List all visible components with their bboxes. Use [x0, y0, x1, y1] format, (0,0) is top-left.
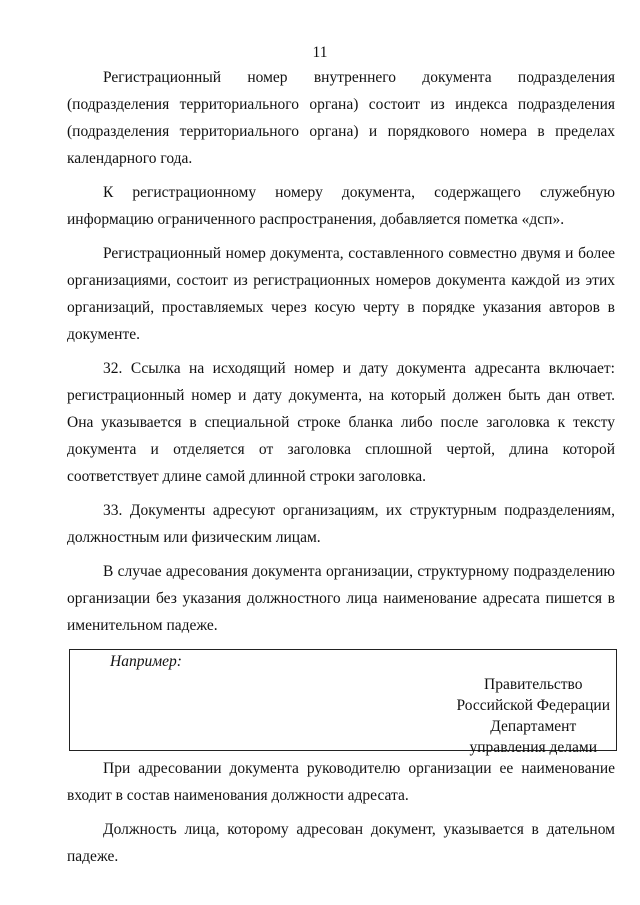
paragraph-dsp-mark: К регистрационному номеру документа, содержащего служебную информацию ограниченного распространения, добавляется пометка «дсп».: [67, 184, 615, 228]
addressee-line: управления делами: [469, 739, 597, 756]
paragraph-addressing-head: При адресовании документа руководителю организации ее наименование входит в состав наименования должности адресата.: [67, 760, 615, 804]
page-number: 11: [312, 44, 328, 61]
document-body: [67, 64, 615, 870]
paragraph-addressing-organization: В случае адресования документа организации, структурному подразделению организации без указания должностного лица наименование адресата пишется в именительном падеже.: [67, 563, 615, 634]
paragraph-dative-case: Должность лица, которому адресован документ, указывается в дательном падеже.: [67, 821, 615, 865]
addressee-line: Российской Федерации: [456, 697, 610, 714]
addressee-line: Департамент: [490, 718, 577, 735]
example-label: Например:: [110, 653, 182, 670]
example-box: [69, 649, 617, 756]
paragraph-32: 32. Ссылка на исходящий номер и дату документа адресанта включает: регистрационный номер и дату документа, на который должен быть дан ответ. Она указывается в специальной строке бланка либо после заголовка к тексту документа и отделяется от заголовка сплошной чертой, длина которой соответствует длине самой длинной строки заголовка.: [67, 360, 615, 485]
paragraph-33: 33. Документы адресуют организациям, их структурным подразделениям, должностным или физическим лицам.: [67, 502, 615, 546]
addressee-line: Правительство: [484, 676, 583, 693]
paragraph-joint-document: Регистрационный номер документа, составленного совместно двумя и более организациями, состоит из регистрационных номеров документа каждой из этих организаций, проставляемых через косую черту в порядке указания авторов в документе.: [67, 245, 615, 343]
example-addressee: [457, 674, 610, 758]
paragraph-registration-number: Регистрационный номер внутреннего документа подразделения (подразделения территориального органа) состоит из индекса подразделения (подразделения территориального органа) и порядкового номера в пределах календарного года.: [67, 69, 615, 167]
